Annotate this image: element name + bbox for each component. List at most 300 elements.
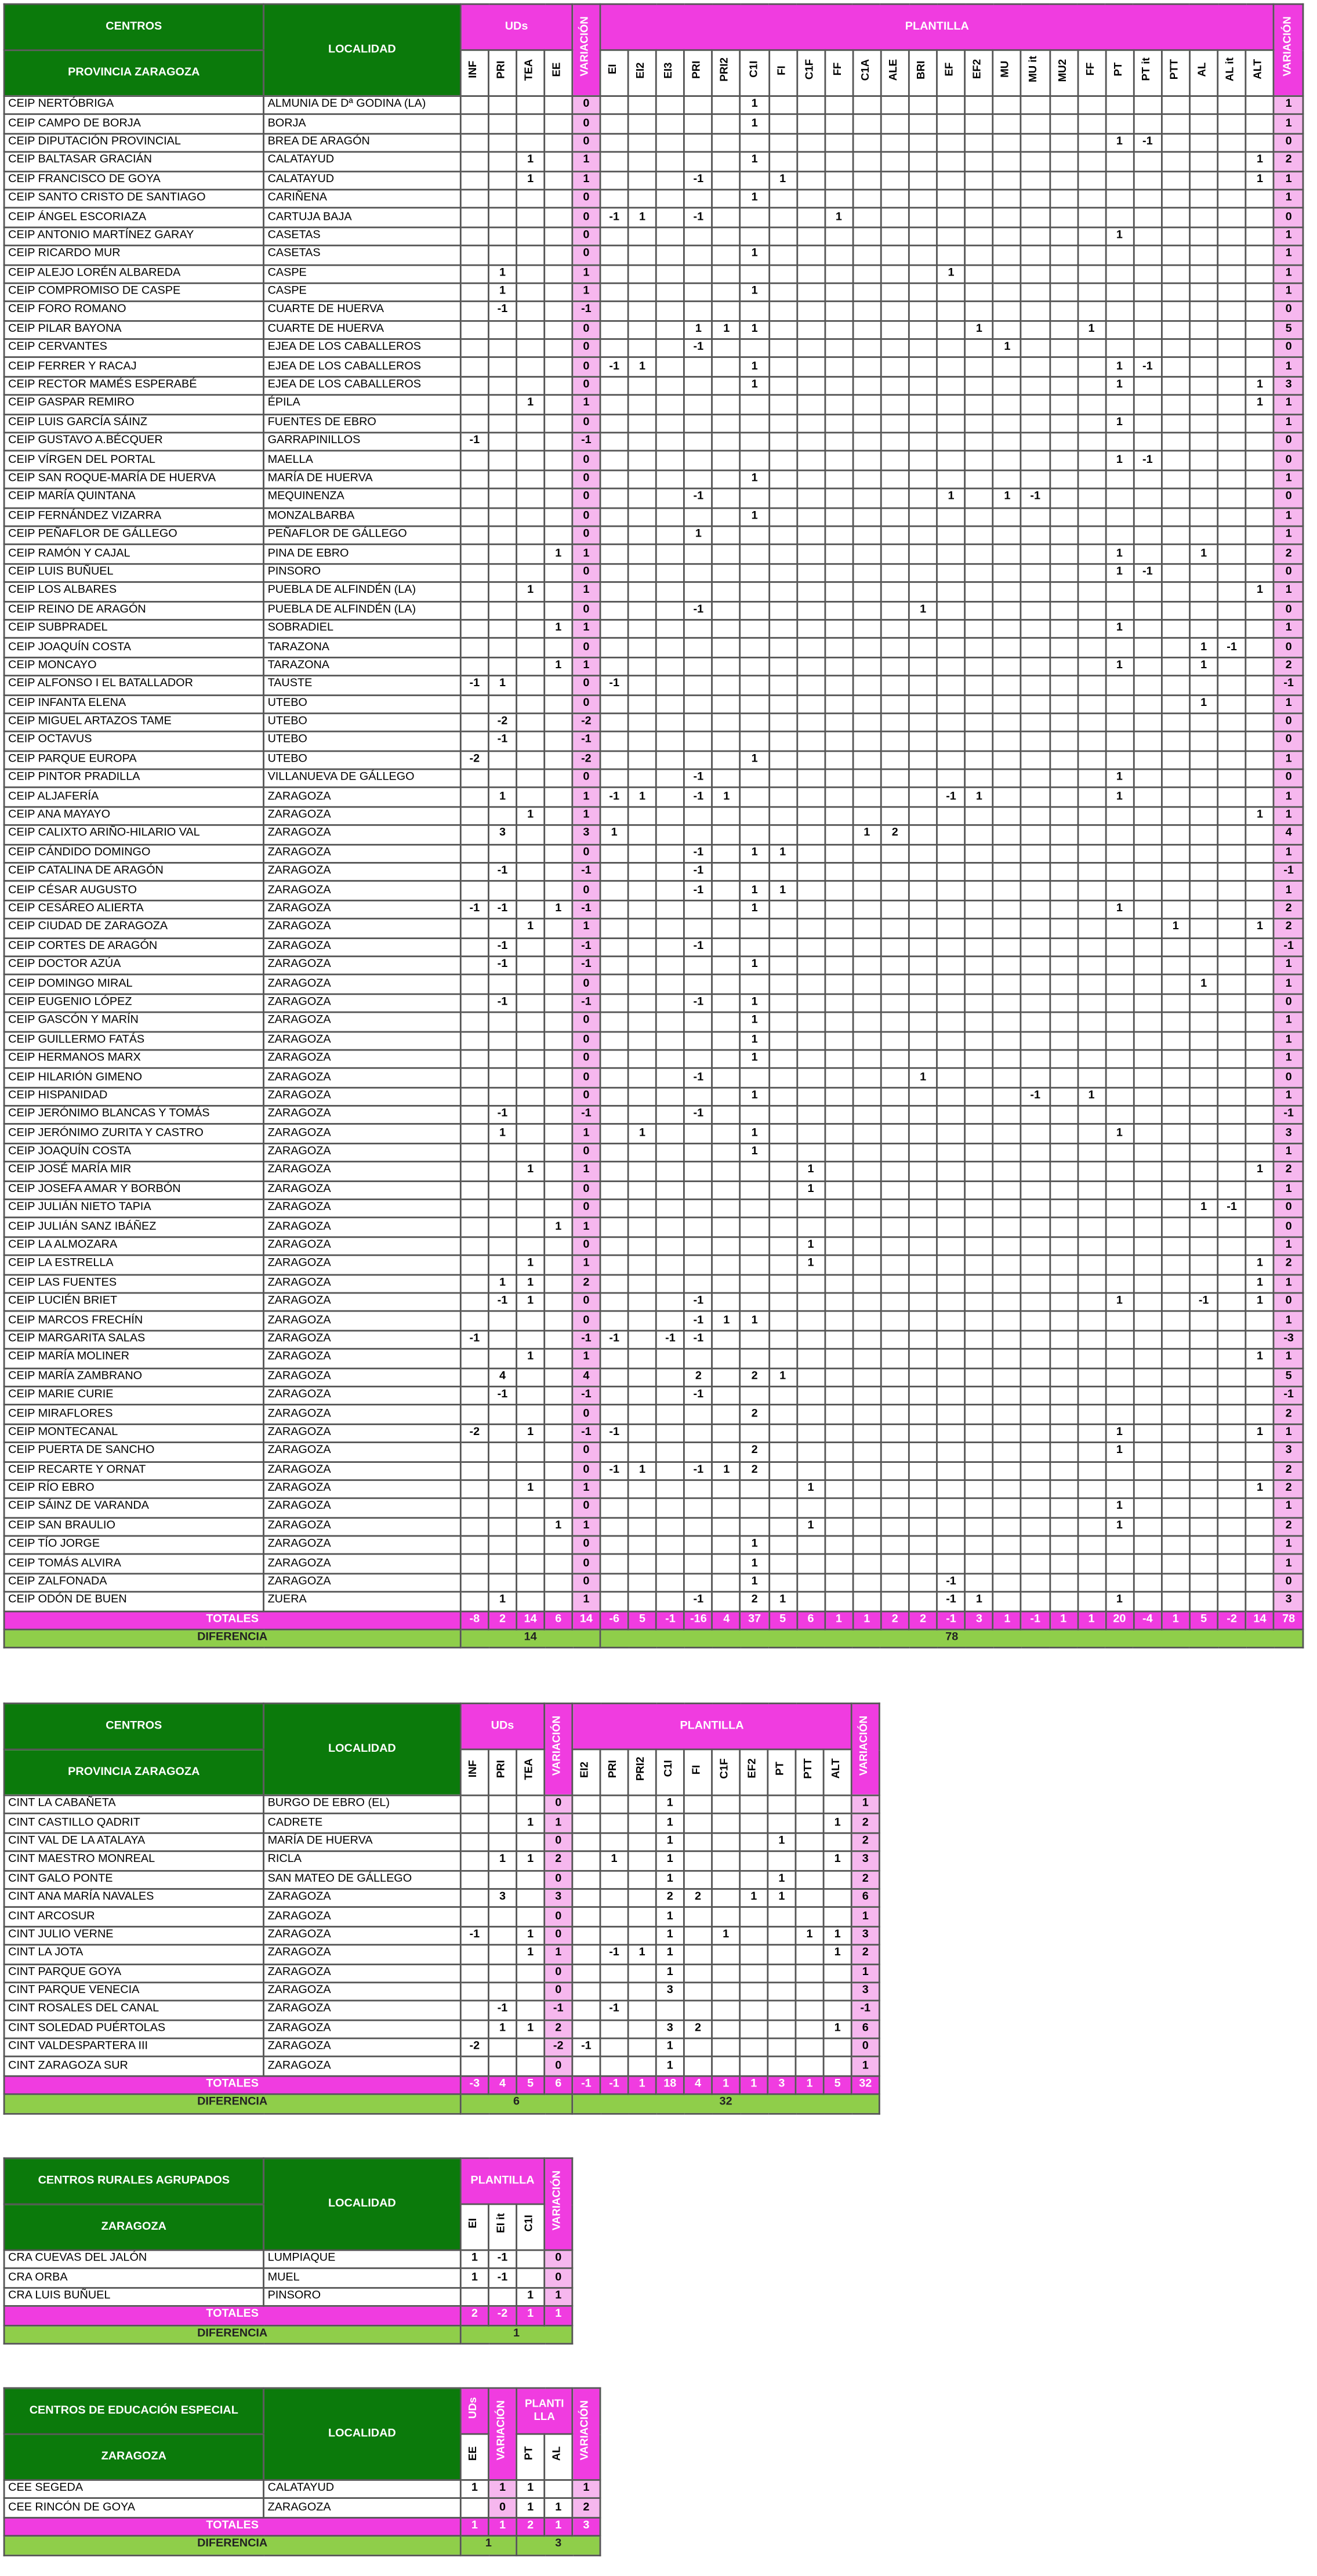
plantilla-value [684,1926,712,1945]
plantilla-value [741,1237,768,1255]
header-row [4,4,1304,50]
centro-name: CEIP PUERTA DE SANCHO [4,1443,263,1461]
plantilla-value [628,1106,656,1125]
plantilla-value [909,302,937,320]
total-uds: 6 [545,1611,572,1629]
table-row [4,227,1304,245]
plantilla-value [600,526,628,545]
plantilla-value [1162,639,1189,657]
localidad: PINA DE EBRO [263,545,460,563]
plantilla-value [1049,1274,1077,1293]
plantilla-value [881,1068,909,1087]
plantilla-value [1134,1517,1162,1536]
plantilla-value [1105,1480,1133,1498]
localidad: ZARAGOZA [263,1068,460,1087]
plantilla-value [600,900,628,919]
uds-value [460,639,488,657]
uds-header: UDs [460,1704,544,1749]
plantilla-value [684,751,712,769]
plantilla-value [628,582,656,601]
plantilla-value [1246,451,1274,470]
plantilla-value [1077,1555,1105,1573]
plantilla-value [937,1424,965,1443]
plantilla-value [825,1592,852,1611]
plantilla-value [937,825,965,844]
plantilla-value: -1 [600,1461,628,1480]
plantilla-col-12 [937,50,965,96]
centros-header: CENTROS [4,4,263,50]
variacion-uds: -1 [572,1424,600,1443]
plantilla-value: 1 [741,1143,768,1162]
plantilla-value: 1 [1189,975,1217,994]
plantilla-value [909,1368,937,1386]
centro-name: CEIP PILAR BAYONA [4,320,263,339]
plantilla-value [909,844,937,863]
plantilla-value [1218,1331,1246,1349]
plantilla-value [656,2001,684,2020]
plantilla-value [1189,882,1217,900]
variacion-plantilla: 2 [1274,545,1304,563]
plantilla-value [713,96,741,115]
totales-label: TOTALES [4,1611,460,1629]
plantilla-value [1021,1424,1049,1443]
plantilla-value [628,676,656,694]
total-uds: 14 [517,1611,545,1629]
plantilla-value [1021,994,1049,1012]
plantilla-value [1189,190,1217,208]
variacion-uds-header-text: VARIACIÓN [579,16,592,77]
plantilla-value [853,751,881,769]
plantilla-value [600,957,628,975]
variacion-plantilla: 0 [1274,302,1304,320]
uds-value [460,1012,488,1031]
uds-value [460,2499,488,2517]
plantilla-value [1105,1087,1133,1106]
plantilla-value [656,1480,684,1498]
plantilla-value [768,395,796,414]
diferencia-plantilla: 3 [517,2536,600,2555]
localidad: ZARAGOZA [263,1963,460,1982]
diferencia-plantilla: 32 [572,2095,880,2113]
plantilla-value [713,882,741,900]
plantilla-value [1218,1499,1246,1517]
plantilla-value [881,1237,909,1255]
plantilla-value [853,1200,881,1218]
plantilla-value [796,2020,823,2038]
plantilla-value [628,619,656,638]
uds-value [545,1106,572,1125]
plantilla-value [1049,283,1077,302]
localidad: CUARTE DE HUERVA [263,320,460,339]
plantilla-value [1162,1368,1189,1386]
plantilla-value [1134,1031,1162,1050]
table-row [4,657,1304,676]
table-row [4,1461,1304,1480]
variacion-uds: -1 [572,1106,600,1125]
table-row [4,1293,1304,1311]
plantilla-value [1218,395,1246,414]
plantilla-value [1134,1293,1162,1311]
plantilla-value [713,1143,741,1162]
plantilla-value [600,339,628,358]
centro-name: CEIP DOMINGO MIRAL [4,975,263,994]
plantilla-value [1077,283,1105,302]
plantilla-value [965,1536,993,1555]
total-plantilla: 1 [545,2517,572,2536]
uds-value [460,302,488,320]
uds-value [488,769,516,788]
plantilla-value [1162,395,1189,414]
variacion-uds: 3 [572,825,600,844]
total-uds: 1 [460,2517,488,2536]
uds-value [545,1386,572,1405]
plantilla-value [1218,451,1246,470]
centro-name: CEIP JOSÉ MARÍA MIR [4,1162,263,1180]
plantilla-col-18 [1105,50,1133,96]
localidad: UTEBO [263,713,460,732]
plantilla-value [628,1405,656,1423]
variacion-uds: 1 [572,265,600,283]
plantilla-value [881,470,909,488]
table-row [4,619,1304,638]
total-uds: 5 [517,2076,545,2095]
plantilla-value [1246,994,1274,1012]
table-row [4,1012,1304,1031]
uds-value [517,639,545,657]
plantilla-value [768,1237,796,1255]
plantilla-value [1021,713,1049,732]
uds-value [460,1443,488,1461]
variacion-uds: -1 [572,900,600,919]
table-row [4,320,1304,339]
centro-name: CEIP MONCAYO [4,657,263,676]
plantilla-value [937,1349,965,1368]
uds-value [460,863,488,881]
centro-name: CINT VAL DE LA ATALAYA [4,1833,263,1852]
plantilla-value [993,1331,1021,1349]
plantilla-value [993,395,1021,414]
plantilla-value [1021,283,1049,302]
plantilla-value [1021,508,1049,526]
localidad: ZARAGOZA [263,1311,460,1330]
plantilla-value [713,1480,741,1498]
plantilla-value [628,1424,656,1443]
plantilla-value [1049,676,1077,694]
plantilla-value [1021,1068,1049,1087]
variacion-uds: 1 [572,1256,600,1274]
uds-value [545,994,572,1012]
plantilla-value [1105,1200,1133,1218]
uds-value: 1 [517,1162,545,1180]
uds-value: -1 [488,1293,516,1311]
variacion-plantilla: 1 [851,1908,879,1926]
plantilla-value [1049,863,1077,881]
plantilla-value [993,302,1021,320]
plantilla-value [937,508,965,526]
uds-value [488,1349,516,1368]
plantilla-value [1134,1405,1162,1423]
plantilla-col-3-text: C1I [663,1760,675,1778]
plantilla-value: 1 [656,2038,684,2057]
plantilla-value [572,2001,600,2020]
plantilla-value [937,676,965,694]
plantilla-value [797,788,825,807]
plantilla-value: 3 [656,2020,684,2038]
plantilla-value [1049,1068,1077,1087]
uds-value [460,115,488,133]
variacion-uds: 1 [545,1945,572,1963]
total-plantilla: -4 [1134,1611,1162,1629]
uds-value [545,825,572,844]
localidad-header: LOCALIDAD [263,1704,460,1796]
uds-value: 1 [517,2020,545,2038]
plantilla-value [1162,807,1189,825]
plantilla-value [797,414,825,433]
uds-value [517,358,545,376]
plantilla-value [965,957,993,975]
plantilla-value [1021,265,1049,283]
plantilla-value [909,1311,937,1330]
plantilla-value: 1 [1162,919,1189,937]
plantilla-value [1162,133,1189,152]
plantilla-value [768,937,796,956]
plantilla-value [881,283,909,302]
table-row [4,433,1304,451]
plantilla-value [993,639,1021,657]
centro-name: CEIP FERRER Y RACAJ [4,358,263,376]
plantilla-value [1162,713,1189,732]
plantilla-value [1246,1499,1274,1517]
plantilla-value [1105,470,1133,488]
total-plantilla: 5 [823,2076,851,2095]
plantilla-value [1162,545,1189,563]
variacion-uds-header [572,4,600,96]
plantilla-col-9-text: ALT [830,1759,843,1780]
plantilla-value [768,208,796,227]
plantilla-value [1246,957,1274,975]
plantilla-value [797,395,825,414]
uds-value [488,1963,516,1982]
plantilla-value [768,302,796,320]
plantilla-value: 1 [713,1461,741,1480]
plantilla-value [1105,1106,1133,1125]
uds-value [517,1368,545,1386]
table-cee [3,2387,601,2556]
plantilla-value [1077,1517,1105,1536]
table-row [4,957,1304,975]
plantilla-col-8-text: PTT [803,1759,815,1780]
plantilla-value [628,1068,656,1087]
uds-value [460,1143,488,1162]
plantilla-value: 1 [1077,1087,1105,1106]
plantilla-value [628,320,656,339]
plantilla-value [853,489,881,508]
plantilla-value [825,957,852,975]
plantilla-value [965,433,993,451]
plantilla-value [823,1795,851,1814]
variacion-plantilla-header [1274,4,1304,96]
centro-name: CEIP GUSTAVO A.BÉCQUER [4,433,263,451]
uds-value [460,358,488,376]
plantilla-value [881,1405,909,1423]
plantilla-value [600,807,628,825]
plantilla-value [628,265,656,283]
centro-name: CEIP DIPUTACIÓN PROVINCIAL [4,133,263,152]
plantilla-value [881,339,909,358]
table-row [4,1833,879,1852]
uds-value [460,713,488,732]
centro-name: CEIP GASPAR REMIRO [4,395,263,414]
plantilla-value [853,807,881,825]
uds-value [488,508,516,526]
plantilla-value [825,1237,852,1255]
plantilla-value [713,1592,741,1611]
plantilla-value [1021,1012,1049,1031]
plantilla-value [993,676,1021,694]
uds-value [517,619,545,638]
plantilla-value: -1 [1218,1200,1246,1218]
plantilla-value [993,171,1021,190]
plantilla-value [713,1368,741,1386]
localidad: MEQUINENZA [263,489,460,508]
uds-value [545,582,572,601]
plantilla-value [825,133,852,152]
table-row [4,1480,1304,1498]
plantilla-value [909,1256,937,1274]
plantilla-value [909,975,937,994]
plantilla-value [1021,1218,1049,1237]
plantilla-col-0-text: EI [607,64,619,75]
variacion-uds: -1 [572,1331,600,1349]
plantilla-value [1077,601,1105,619]
variacion-plantilla: 2 [1274,1461,1304,1480]
plantilla-value [600,994,628,1012]
plantilla-col-9-text: C1A [860,59,872,81]
plantilla-value [881,433,909,451]
uds-value [460,582,488,601]
plantilla-value [853,1349,881,1368]
table-row [4,1050,1304,1068]
uds-value: 1 [517,1293,545,1311]
variacion-uds: 0 [572,133,600,152]
plantilla-value [993,994,1021,1012]
plantilla-value [1105,676,1133,694]
plantilla-value [1218,1143,1246,1162]
localidad: CARIÑENA [263,190,460,208]
plantilla-value [1134,1200,1162,1218]
localidad: CASPE [263,283,460,302]
uds-value [460,1349,488,1368]
plantilla-value [600,863,628,881]
plantilla-value [825,732,852,751]
plantilla-value [1049,1237,1077,1255]
table-row [4,676,1304,694]
plantilla-value: -1 [1189,1293,1217,1311]
plantilla-value [628,227,656,245]
plantilla-value [909,639,937,657]
plantilla-value: 1 [937,489,965,508]
plantilla-value [1049,320,1077,339]
plantilla-value [993,1106,1021,1125]
plantilla-value [825,1574,852,1592]
plantilla-value [1162,619,1189,638]
plantilla-value [937,807,965,825]
plantilla-value [993,1480,1021,1498]
localidad: CALATAYUD [263,152,460,171]
plantilla-value: 1 [796,1926,823,1945]
plantilla-value [937,1087,965,1106]
centro-name: CEIP FORO ROMANO [4,302,263,320]
plantilla-value: 1 [1246,1274,1274,1293]
plantilla-value [853,1424,881,1443]
plantilla-value [853,1386,881,1405]
plantilla-value [656,1068,684,1087]
plantilla-value [1218,1311,1246,1330]
localidad: TARAZONA [263,639,460,657]
plantilla-value [628,133,656,152]
plantilla-value [1021,937,1049,956]
plantilla-value [1049,788,1077,807]
plantilla-value: 1 [741,508,768,526]
plantilla-value [656,825,684,844]
plantilla-value [1189,1218,1217,1237]
plantilla-value [797,694,825,713]
plantilla-value: -1 [684,788,712,807]
plantilla-value [796,1814,823,1832]
uds-value [488,1443,516,1461]
plantilla-value [628,1592,656,1611]
plantilla-value [1021,190,1049,208]
plantilla-col-1-text: AL [552,2446,564,2461]
plantilla-col-23-text: ALT [1253,59,1265,80]
centro-name: CEIP INFANTA ELENA [4,694,263,713]
plantilla-value [1162,1592,1189,1611]
centro-name: CEIP PARQUE EUROPA [4,751,263,769]
plantilla-value: -1 [684,994,712,1012]
plantilla-value: 1 [965,788,993,807]
centro-name: CEIP SUBPRADEL [4,619,263,638]
uds-value [545,1592,572,1611]
localidad: ZARAGOZA [263,1274,460,1293]
diferencia-uds: 6 [460,2095,572,2113]
plantilla-value: 1 [1189,1200,1217,1218]
uds-col-0-text: INF [468,61,480,79]
variacion-plantilla: 0 [1274,601,1304,619]
plantilla-value [684,1536,712,1555]
plantilla-value [713,994,741,1012]
uds-value [517,1031,545,1050]
total-plantilla: 1 [1049,1611,1077,1629]
uds-value [460,601,488,619]
uds-value: 1 [488,676,516,694]
plantilla-value [1077,807,1105,825]
table-row [4,807,1304,825]
plantilla-value [965,1293,993,1311]
plantilla-value [1162,937,1189,956]
uds-value [545,115,572,133]
plantilla-value [1021,1125,1049,1143]
plantilla-value [1021,957,1049,975]
uds-value [488,1311,516,1330]
plantilla-value [965,1555,993,1573]
variacion-uds: 1 [572,1592,600,1611]
plantilla-value [768,619,796,638]
plantilla-value [572,2057,600,2076]
localidad: ZARAGOZA [263,863,460,881]
plantilla-value [1021,807,1049,825]
uds-value [460,545,488,563]
plantilla-value [1218,694,1246,713]
